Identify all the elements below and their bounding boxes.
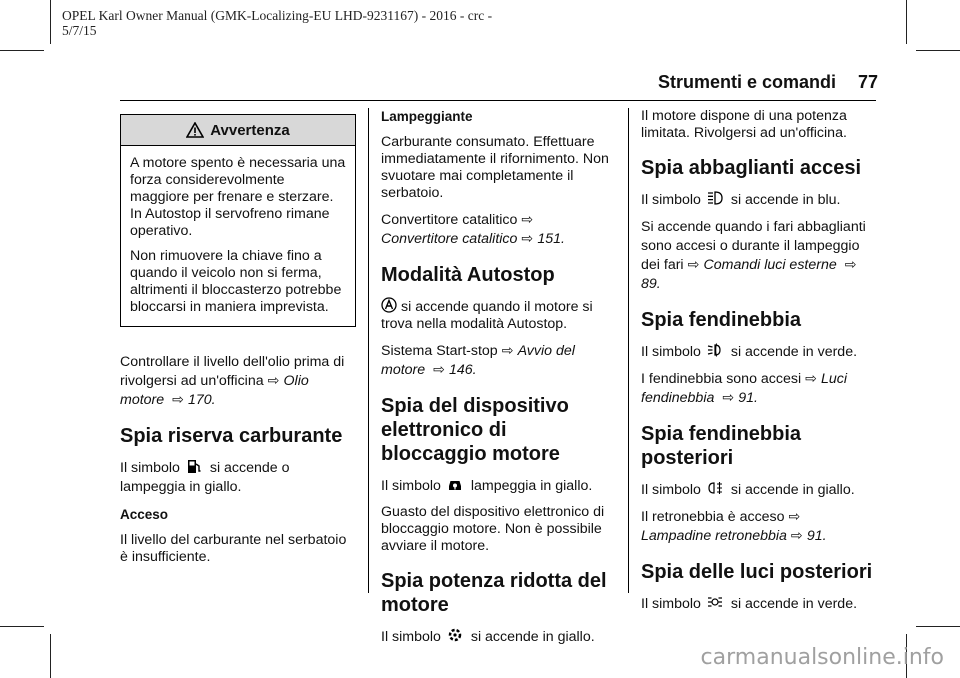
paragraph: Carburante consumato. Effettuare immediatamente il rifornimento. Non svuotare mai completamente il serbatoio. [381,134,609,201]
tail-lights-icon [707,594,723,610]
arrow-icon: ⇨ [521,212,534,228]
section-heading: Spia potenza ridotta del motore [381,570,607,616]
autostop-icon [381,297,397,313]
crop-mark [916,50,960,51]
fuel-pump-icon [186,458,202,474]
period: . [822,528,827,544]
paragraph [641,190,877,209]
cross-ref-text: Convertitore catalitico [381,212,518,228]
paragraph [641,508,877,546]
symbol-text: lampeggia in giallo. [470,478,593,494]
rear-fog-page-link[interactable]: 91 [806,528,823,544]
oil-page-link[interactable]: 170 [188,392,212,408]
symbol-text: si accende in giallo. [730,482,855,498]
warning-box [120,114,356,327]
page-heading [658,72,878,93]
front-fog-icon [707,342,723,358]
arrow-icon: ⇨ [521,231,534,247]
header-rule [120,100,876,101]
paragraph [641,594,877,613]
high-beam-text: Si accende quando i fari abbaglianti sono accesi o durante il lampeggio dei fari [641,219,866,273]
arrow-icon: ⇨ [501,343,514,359]
paragraph: Guasto del dispositivo elettronico di bloccaggio motore. Non è possibile avviare il motore. [381,504,605,554]
arrow-icon: ⇨ [790,528,803,544]
warning-header [121,115,355,146]
section-heading: Modalità Autostop [381,264,555,286]
paragraph [381,297,617,333]
paragraph [381,476,617,495]
crop-mark [906,0,907,44]
paragraph [381,342,617,380]
arrow-icon: ⇨ [687,257,700,273]
warning-title: Avvertenza [210,121,290,139]
start-stop-page-link[interactable]: 146 [449,362,473,378]
crop-mark [916,626,960,627]
paragraph [641,218,877,294]
catalytic-page-link[interactable]: 151 [537,231,561,247]
period: . [656,276,661,292]
start-stop-reference-link[interactable]: Avvio del motore [381,343,575,378]
symbol-text: Il simbolo [641,344,701,360]
fog-text: I fendinebbia sono accesi [641,371,802,387]
column-divider [628,108,629,593]
arrow-icon: ⇨ [172,392,184,408]
symbol-text: si accende in verde. [730,596,858,612]
rear-fog-text: Il retronebbia è acceso [641,509,785,525]
watermark: carmanualsonline.info [700,645,944,670]
document-header-line1: OPEL Karl Owner Manual (GMK-Localizing-EU LHD-9231167) - 2016 - crc - [62,8,493,23]
fog-reference-link[interactable]: Luci fendinebbia [641,371,848,406]
symbol-text: si accende in verde. [730,344,858,360]
paragraph: Il livello del carburante nel serbatoio è insufficiente. [120,532,347,565]
document-header [62,8,492,38]
symbol-text: Il simbolo [641,192,701,208]
paragraph: Il motore dispone di una potenza limitata. Rivolgersi ad un'officina. [641,108,847,141]
period: . [472,362,477,378]
reduced-power-icon [447,627,463,643]
warning-paragraph: Non rimuovere la chiave fino a quando il veicolo non si ferma, altrimenti il bloccasterzo potrebbe bloccarsi in maniera imprevista. [130,248,342,315]
crop-mark [0,626,44,627]
symbol-text: Il simbolo [381,478,441,494]
paragraph [381,211,617,249]
symbol-text: Il simbolo [381,629,441,645]
arrow-icon: ⇨ [722,390,735,406]
period: . [560,231,565,247]
warning-triangle-icon [186,122,204,138]
paragraph [381,627,617,646]
column-2 [381,108,617,655]
subheading: Lampeggiante [381,109,473,124]
catalytic-reference-link[interactable]: Convertitore catalitico [381,231,518,247]
paragraph [120,458,356,497]
arrow-icon: ⇨ [267,373,280,389]
autostop-text: si accende quando il motore si trova nella modalità Autostop. [381,299,593,332]
symbol-text: si accende o lampeggia in giallo. [120,460,290,495]
arrow-icon: ⇨ [788,509,801,525]
section-heading: Spia riserva carburante [120,425,343,447]
arrow-icon: ⇨ [433,362,445,378]
fog-page-link[interactable]: 91 [738,390,754,406]
symbol-text: si accende in blu. [730,192,841,208]
paragraph [120,353,356,410]
arrow-icon: ⇨ [805,371,818,387]
page-number: 77 [857,72,878,92]
paragraph [641,342,877,361]
column-1 [120,108,356,575]
high-beam-page-link[interactable]: 89 [641,276,657,292]
symbol-text: Il simbolo [641,482,701,498]
car-key-icon [447,476,463,492]
column-divider [368,108,369,593]
high-beam-reference-link[interactable]: Comandi luci esterne [703,257,837,273]
cross-ref-text: Sistema Start-stop [381,343,498,359]
rear-fog-reference-link[interactable]: Lampadine retronebbia [641,528,787,544]
document-header-line2: 5/7/15 [62,23,97,38]
section-heading: Spia abbaglianti accesi [641,157,862,179]
oil-reference-link[interactable]: Olio motore [120,373,309,408]
symbol-text: Il simbolo [120,460,180,476]
symbol-text: Il simbolo [641,596,701,612]
section-heading: Spia fendinebbia [641,309,802,331]
high-beam-icon [707,190,723,206]
period: . [211,392,216,408]
crop-mark [0,50,44,51]
crop-mark [50,0,51,44]
subheading: Acceso [120,507,169,522]
crop-mark [50,634,51,678]
section-heading: Spia fendinebbia posteriori [641,423,802,469]
symbol-text: si accende in giallo. [470,629,595,645]
oil-text: Controllare il livello dell'olio prima di rivolgersi ad un'officina [120,354,345,389]
column-3 [641,108,877,622]
rear-fog-icon [707,480,723,496]
paragraph [641,480,877,499]
arrow-icon: ⇨ [844,257,857,273]
section-heading: Spia delle luci posteriori [641,561,873,583]
section-heading: Spia del dispositivo elettronico di bloccaggio motore [381,395,569,465]
section-title: Strumenti e comandi [657,72,836,92]
paragraph [641,370,877,408]
warning-paragraph: A motore spento è necessaria una forza considerevolmente maggiore per frenare e sterzare. In Autostop il servofreno rimane operativo. [130,155,346,239]
period: . [754,390,758,406]
